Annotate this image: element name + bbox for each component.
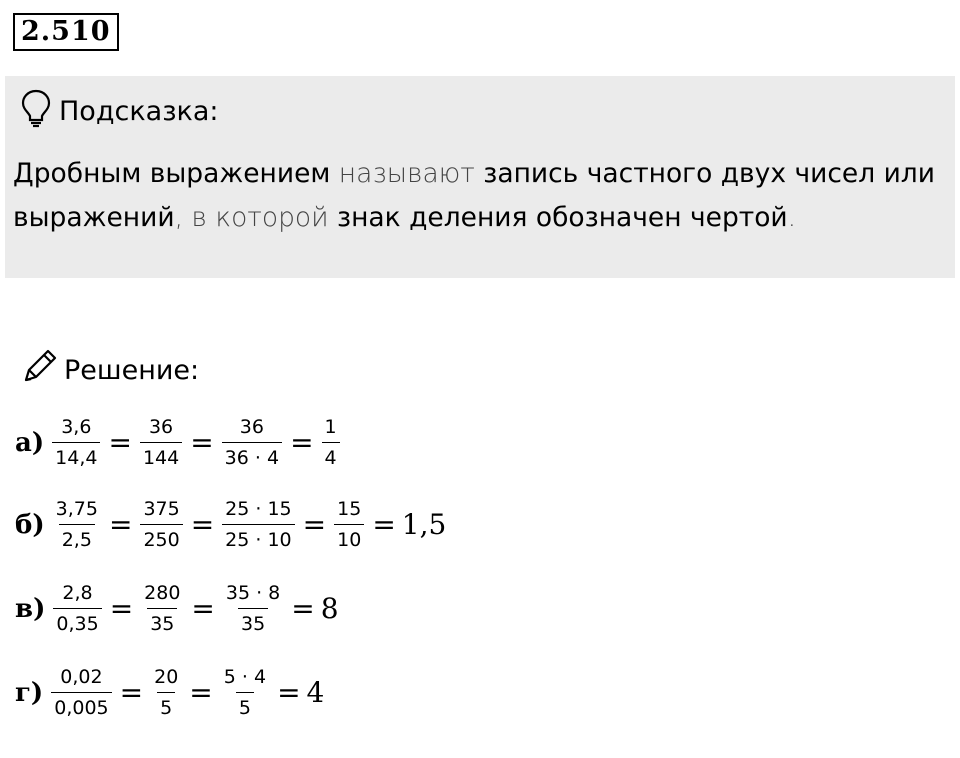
numerator: 5 · 4 <box>223 666 267 688</box>
row-label: б) <box>15 509 45 540</box>
denominator: 10 <box>334 524 364 553</box>
solution-row-b <box>15 496 446 553</box>
hint-segment: знак деления обозначен чертой <box>336 202 788 233</box>
fraction <box>223 580 283 637</box>
hint-title: Подсказка: <box>59 96 219 127</box>
pencil-icon <box>18 346 60 395</box>
numerator: 1 <box>324 416 337 438</box>
equals-sign: = <box>119 676 144 709</box>
denominator: 4 <box>322 442 340 471</box>
equals-sign: = <box>372 508 396 541</box>
fraction <box>52 414 100 471</box>
equals-sign: = <box>302 508 327 541</box>
problem-number: 2.510 <box>13 13 119 51</box>
denominator: 25 · 10 <box>222 524 294 553</box>
solution-row-a <box>15 414 342 471</box>
fraction <box>222 414 282 471</box>
row-label: в) <box>15 593 46 624</box>
equals-sign: = <box>190 426 214 459</box>
denominator: 35 <box>147 608 177 637</box>
fraction <box>51 664 111 721</box>
numerator: 36 <box>239 416 264 438</box>
numerator: 20 <box>154 666 179 688</box>
denominator: 2,5 <box>59 524 95 553</box>
denominator: 0,35 <box>53 608 101 637</box>
equals-sign: = <box>109 592 134 625</box>
equals-sign: = <box>190 508 215 541</box>
result-value: 4 <box>306 676 325 709</box>
row-label: г) <box>15 677 44 708</box>
lightbulb-icon <box>19 88 53 135</box>
solution-title: Решение: <box>64 355 200 386</box>
denominator: 0,005 <box>51 692 111 721</box>
numerator: 35 · 8 <box>225 582 281 604</box>
numerator: 2,8 <box>62 582 93 604</box>
hint-text <box>13 152 948 240</box>
fraction <box>222 496 294 553</box>
numerator: 15 <box>337 498 362 520</box>
fraction <box>53 580 101 637</box>
hint-segment: . <box>787 202 797 233</box>
numerator: 280 <box>144 582 181 604</box>
row-label: а) <box>15 427 45 458</box>
fraction <box>140 496 182 553</box>
fraction <box>53 496 101 553</box>
solution-row-v <box>15 580 339 637</box>
result-value: 1,5 <box>401 508 447 541</box>
fraction <box>334 496 364 553</box>
numerator: 3,6 <box>61 416 92 438</box>
fraction <box>151 664 181 721</box>
hint-segment: , в которой <box>174 202 337 233</box>
numerator: 375 <box>143 498 180 520</box>
equals-sign: = <box>189 676 213 709</box>
equals-sign: = <box>277 676 301 709</box>
denominator: 14,4 <box>52 442 100 471</box>
fraction <box>221 664 269 721</box>
fraction <box>322 414 340 471</box>
hint-segment: запись частного двух чисел или выражений <box>13 158 935 233</box>
denominator: 5 <box>157 692 175 721</box>
equals-sign: = <box>108 508 133 541</box>
fraction <box>141 580 183 637</box>
equals-sign: = <box>108 426 132 459</box>
result-value: 8 <box>320 592 339 625</box>
solution-row-g <box>15 664 324 721</box>
denominator: 144 <box>140 442 182 471</box>
hint-segment: называют <box>330 158 484 189</box>
numerator: 25 · 15 <box>225 498 292 520</box>
hint-segment: Дробным выражением <box>13 158 331 189</box>
denominator: 5 <box>236 692 254 721</box>
equals-sign: = <box>191 592 215 625</box>
hint-box <box>5 76 955 278</box>
numerator: 3,75 <box>55 498 98 520</box>
fraction <box>140 414 182 471</box>
numerator: 36 <box>148 416 174 438</box>
denominator: 36 · 4 <box>222 442 282 471</box>
equals-sign: = <box>291 592 315 625</box>
hint-header <box>19 88 219 135</box>
equals-sign: = <box>290 426 314 459</box>
solution-header <box>18 346 199 395</box>
numerator: 0,02 <box>60 666 103 688</box>
denominator: 35 <box>238 608 268 637</box>
denominator: 250 <box>140 524 182 553</box>
